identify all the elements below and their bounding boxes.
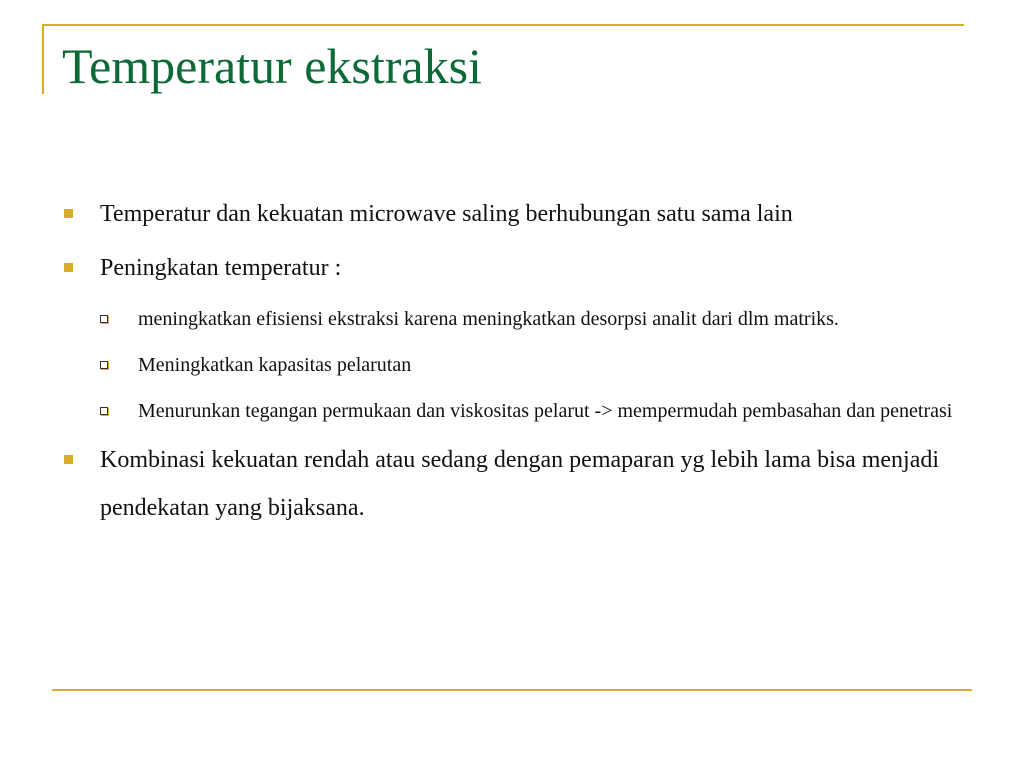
hollow-square-bullet-icon: [100, 315, 108, 323]
sub-bullet-text: Menurunkan tegangan permukaan dan viskositas pelarut -> mempermudah pembasahan dan penetrasi: [138, 400, 953, 422]
bullet-text: Temperatur dan kekuatan microwave saling berhubungan satu sama lain: [100, 201, 793, 227]
square-bullet-icon: [64, 263, 73, 272]
bullet-item-2: [58, 244, 958, 292]
sub-bullet-item-1: [58, 298, 958, 340]
bullet-item-3: [58, 436, 958, 532]
hollow-square-bullet-icon: [100, 361, 108, 369]
square-bullet-icon: [64, 209, 73, 218]
slide-title: Temperatur ekstraksi: [62, 38, 482, 94]
sub-bullet-text: meningkatkan efisiensi ekstraksi karena meningkatkan desorpsi analit dari dlm matriks.: [138, 308, 839, 330]
bullet-item-1: [58, 190, 958, 238]
bullet-list: [58, 190, 958, 538]
square-bullet-icon: [64, 455, 73, 464]
frame-top-line: [42, 24, 964, 26]
sub-bullet-item-2: [58, 344, 958, 386]
bullet-text: Peningkatan temperatur :: [100, 255, 342, 281]
sub-bullet-text: Meningkatkan kapasitas pelarutan: [138, 354, 412, 376]
frame-bottom-line: [52, 689, 972, 691]
sub-bullet-item-3: [58, 390, 958, 432]
bullet-text: Kombinasi kekuatan rendah atau sedang dengan pemaparan yg lebih lama bisa menjadi pendekatan yang bijaksana.: [100, 447, 940, 521]
frame-left-line: [42, 24, 44, 94]
hollow-square-bullet-icon: [100, 407, 108, 415]
